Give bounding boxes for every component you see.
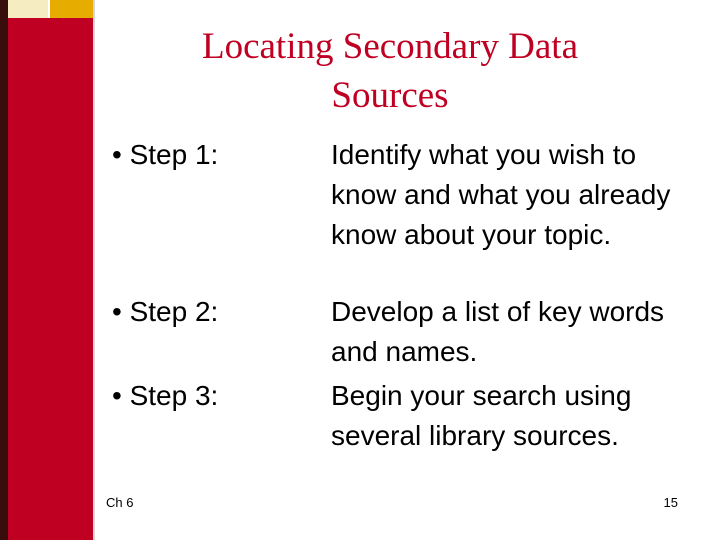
chapter-label: Ch 6 [106,495,134,510]
step-3-text: Begin your search using several library sources. [331,380,632,451]
slide-title: Locating Secondary Data Sources [201,26,579,116]
step-2-text: Develop a list of key words and names. [331,296,665,367]
step-1-label: • Step 1: [112,139,219,170]
page-number: 15 [663,495,678,510]
dark-stripe [0,0,8,540]
cream-square [8,0,48,18]
gold-square [50,0,93,18]
step-3-label: • Step 3: [112,380,219,411]
red-stripe [8,18,93,540]
bar-edge [93,0,95,540]
step-2-label: • Step 2: [112,296,219,327]
left-decorative-bar [0,0,95,540]
step-1-text: Identify what you wish to know and what you already know about your topic. [331,139,671,250]
